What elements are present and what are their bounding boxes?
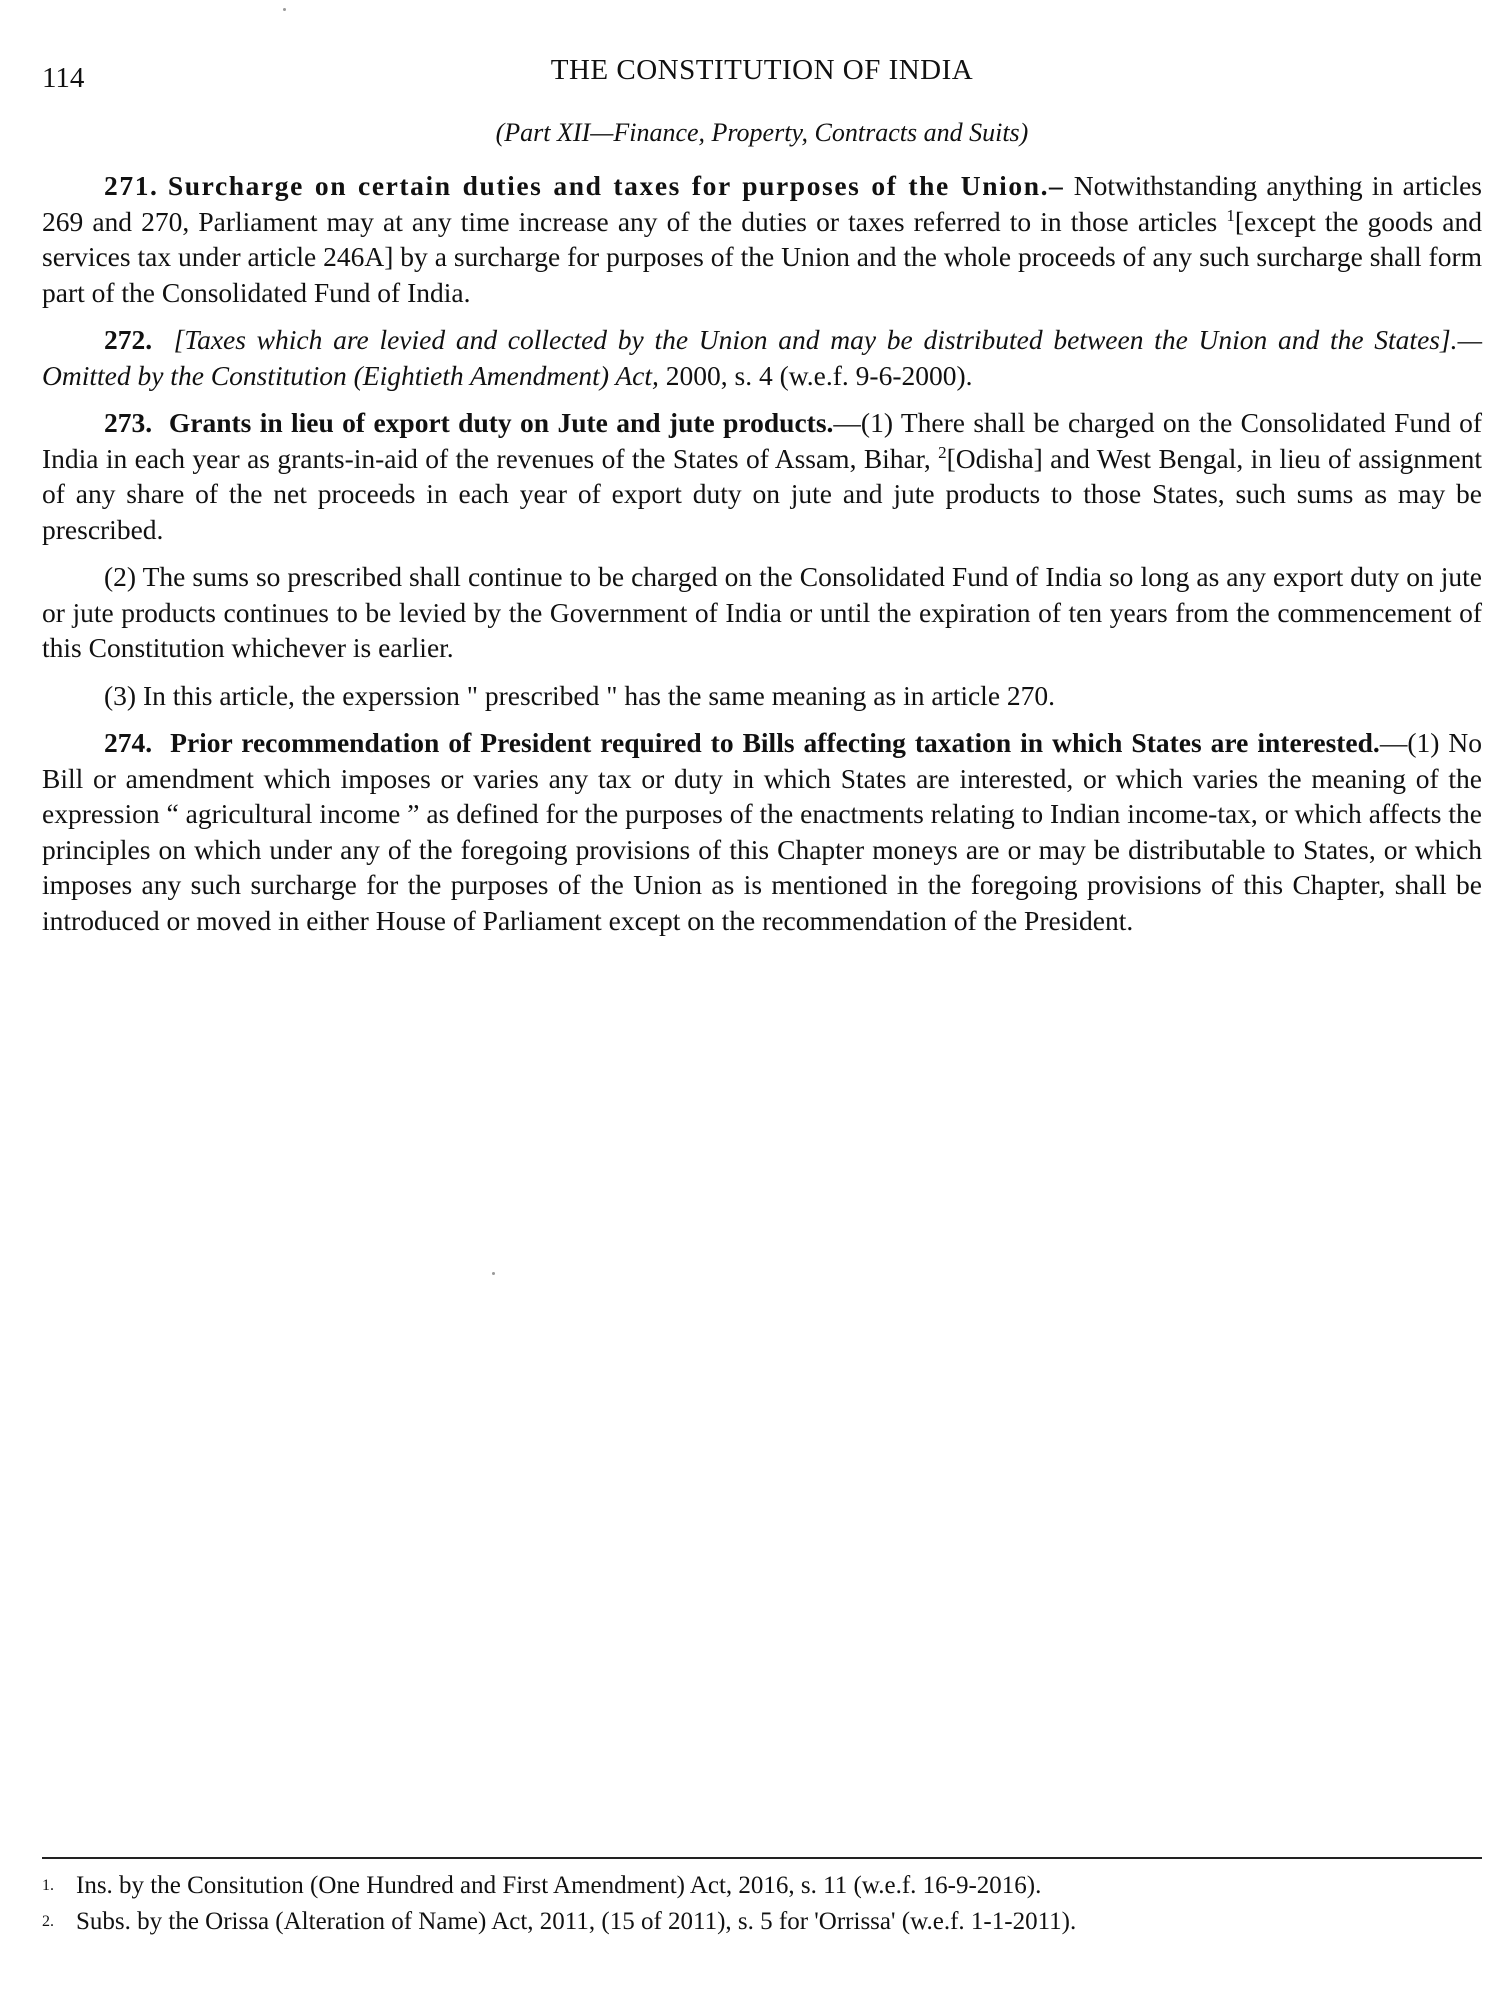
article-273-clause-3: (3) In this article, the experssion " prescribed " has the same meaning as in article 270. bbox=[104, 679, 1056, 711]
scan-speck bbox=[283, 8, 286, 11]
footnote-2-text: Subs. by the Orissa (Alteration of Name) Act, 2011, (15 of 2011), s. 5 for 'Orrissa' (w.e.f. 1-1-2011). bbox=[76, 1908, 1077, 1935]
article-273-clause-1: —(1) There shall be charged on the Consolidated Fund of India in each year as grants-in-aid of the revenues of the States of Assam, Bihar, bbox=[42, 407, 1482, 474]
article-271-text: Notwithstanding anything in articles 269 and 270, Parliament may at any time increase any of the duties or taxes referred to in those articles bbox=[42, 170, 1483, 237]
article-274-number: 274. bbox=[104, 727, 153, 758]
footnote-2-mark: 2. bbox=[42, 1913, 54, 1930]
footnotes bbox=[42, 1868, 1482, 1940]
footnote-1-mark: 1. bbox=[42, 1877, 54, 1894]
article-274 bbox=[42, 725, 1482, 938]
article-273 bbox=[42, 405, 1482, 547]
footnote-1 bbox=[42, 1868, 1482, 1904]
footnote-divider bbox=[42, 1857, 1482, 1859]
article-273-title: Grants in lieu of export duty on Jute and jute products. bbox=[168, 407, 834, 438]
article-273-clause-1-cont: [Odisha] and West Bengal, in lieu of assignment of any share of the net proceeds in each year of export duty on jute and jute products to those States, such sums as may be prescribed. bbox=[42, 442, 1482, 545]
page-title: THE CONSTITUTION OF INDIA bbox=[550, 54, 974, 86]
article-271-title: Surcharge on certain duties and taxes for purposes of the Union.– bbox=[167, 170, 1065, 201]
scan-speck bbox=[492, 1272, 495, 1275]
article-272-omitted: —Omitted by the Constitution (Eightieth Amendment) Act, bbox=[42, 324, 1483, 391]
article-273-clause-2: (2) The sums so prescribed shall continue to be charged on the Consolidated Fund of India so long as any export duty on jute or jute products continues to be levied by the Government of India or until the expiration of ten years from the commencement of this Constitution whichever is earlier. bbox=[42, 561, 1482, 663]
document-page bbox=[42, 0, 1482, 2000]
article-272-rest: 2000, s. 4 (w.e.f. 9-6-2000). bbox=[658, 359, 973, 391]
footnote-2 bbox=[42, 1904, 1482, 1940]
footnote-ref-2: 2 bbox=[938, 442, 947, 462]
article-272 bbox=[42, 322, 1482, 393]
part-heading: (Part XII—Finance, Property, Contracts and Suits) bbox=[495, 118, 1029, 147]
article-272-number: 272. bbox=[104, 324, 153, 355]
page-number: 114 bbox=[42, 62, 85, 94]
article-271-text-cont: [except the goods and services tax under article 246A] by a surcharge for purposes of the Union and the whole proceeds of any such surcharge shall form part of the Consolidated Fund of India. bbox=[42, 205, 1482, 308]
article-274-text: —(1) No Bill or amendment which imposes or varies any tax or duty in which States are interested, or which varies the meaning of the expression “ agricultural income ” as defined for the purposes of the enactments relating to Indian income-tax, or which affects the principles on which under any of the foregoing provisions of this Chapter moneys are or may be distributable to States, or which imposes any such surcharge for the purposes of the Union as is mentioned in the foregoing provisions of this Chapter, shall be introduced or moved in either House of Parliament except on the recommendation of the President. bbox=[42, 727, 1482, 936]
article-271-number: 271. bbox=[104, 170, 159, 201]
article-274-title: Prior recommendation of President required to Bills affecting taxation in which States are interested. bbox=[170, 727, 1380, 758]
article-273-number: 273. bbox=[104, 407, 153, 438]
document-body bbox=[42, 168, 1482, 950]
footnote-1-text: Ins. by the Consitution (One Hundred and First Amendment) Act, 2016, s. 11 (w.e.f. 16-9-2016). bbox=[76, 1872, 1042, 1899]
footnote-ref-1: 1 bbox=[1226, 205, 1235, 225]
article-271 bbox=[42, 168, 1482, 310]
article-272-title: [Taxes which are levied and collected by the Union and may be distributed between the Union and the States]. bbox=[173, 324, 1458, 355]
